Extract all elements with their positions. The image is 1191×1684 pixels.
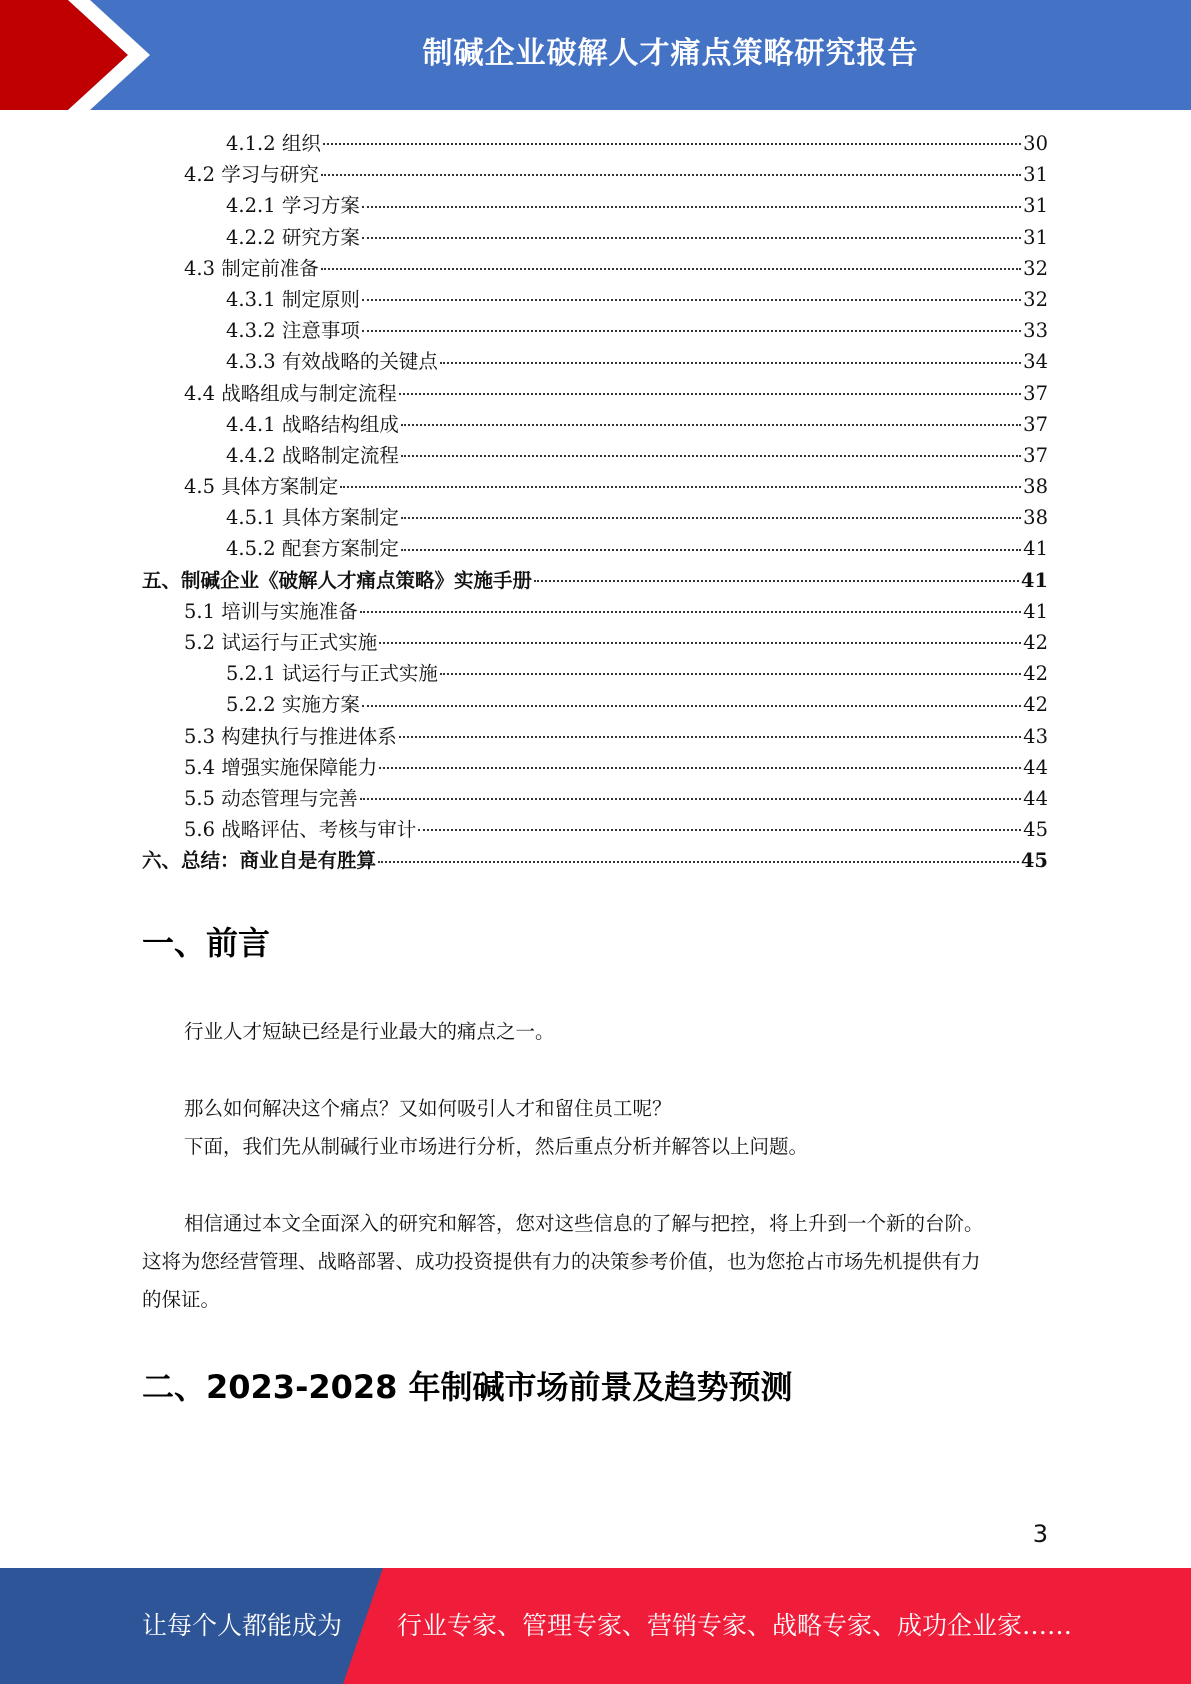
toc-entry[interactable] — [142, 814, 1048, 845]
toc-entry-label: 六、总结：商业自是有胜算 — [142, 849, 377, 873]
preface-paragraph-1 — [142, 1013, 1048, 1051]
toc-dot-leader — [360, 798, 1021, 800]
toc-entry-label: 4.2.2 研究方案 — [226, 225, 360, 249]
toc-entry-page: 41 — [1023, 537, 1048, 561]
footer-slogan-left: 让每个人都能成为 — [142, 1611, 343, 1640]
toc-entry-label: 五、制碱企业《破解人才痛点策略》实施手册 — [142, 568, 533, 592]
toc-entry-label: 4.4.1 战略结构组成 — [226, 412, 399, 436]
toc-entry[interactable] — [142, 378, 1048, 409]
toc-entry[interactable] — [142, 471, 1048, 502]
page-footer — [0, 1568, 1191, 1684]
toc-dot-leader — [360, 611, 1021, 613]
toc-entry-page: 37 — [1023, 412, 1048, 436]
market-heading: 二、2023-2028 年制碱市场前景及趋势预测 — [142, 1368, 793, 1406]
toc-entry-page: 30 — [1023, 132, 1048, 155]
toc-entry[interactable] — [142, 565, 1048, 596]
toc-entry-page: 43 — [1023, 724, 1048, 748]
toc-entry-page: 31 — [1023, 194, 1048, 218]
toc-entry-label: 5.2.2 实施方案 — [226, 693, 360, 717]
toc-entry[interactable] — [142, 284, 1048, 315]
preface-paragraph-1-text: 行业人才短缺已经是行业最大的痛点之一。 — [184, 1020, 555, 1043]
toc-entry-label: 5.1 培训与实施准备 — [184, 599, 358, 623]
toc-entry-label: 4.3.2 注意事项 — [226, 319, 360, 343]
toc-entry-page: 38 — [1023, 506, 1048, 530]
toc-entry[interactable] — [142, 315, 1048, 346]
preface-paragraph-3 — [142, 1205, 1048, 1319]
toc-entry-page: 42 — [1023, 631, 1048, 654]
toc-dot-leader — [440, 673, 1021, 675]
toc-entry-page: 45 — [1020, 849, 1048, 873]
toc-entry-label: 5.2.1 试运行与正式实施 — [226, 662, 438, 686]
toc-entry[interactable] — [142, 689, 1048, 720]
toc-dot-leader — [362, 206, 1021, 208]
toc-entry-page: 31 — [1023, 225, 1048, 249]
toc-dot-leader — [399, 393, 1021, 395]
toc-entry[interactable] — [142, 128, 1048, 159]
table-of-contents — [142, 128, 1048, 877]
toc-entry[interactable] — [142, 783, 1048, 814]
toc-dot-leader — [399, 736, 1021, 738]
toc-dot-leader — [379, 767, 1021, 769]
toc-entry[interactable] — [142, 409, 1048, 440]
toc-entry-page: 33 — [1023, 319, 1048, 343]
toc-entry-label: 4.2.1 学习方案 — [226, 194, 360, 218]
toc-dot-leader — [362, 330, 1021, 332]
toc-entry-label: 4.3.3 有效战略的关键点 — [226, 350, 438, 374]
footer-slogan-right: 行业专家、管理专家、营销专家、战略专家、成功企业家…… — [397, 1611, 1073, 1640]
toc-entry-page: 32 — [1023, 287, 1048, 311]
toc-dot-leader — [534, 580, 1019, 582]
toc-dot-leader — [323, 143, 1021, 145]
toc-entry[interactable] — [142, 845, 1048, 876]
toc-entry-label: 5.2 试运行与正式实施 — [184, 631, 378, 654]
toc-entry-label: 4.3 制定前准备 — [184, 256, 319, 280]
page-header — [0, 0, 1191, 110]
toc-dot-leader — [379, 642, 1021, 644]
toc-entry-page: 38 — [1023, 475, 1048, 499]
toc-dot-leader — [340, 486, 1021, 488]
toc-dot-leader — [321, 174, 1021, 176]
toc-entry-page: 37 — [1023, 381, 1048, 405]
toc-entry-page: 44 — [1023, 755, 1048, 779]
toc-entry-page: 42 — [1023, 662, 1048, 686]
toc-entry-label: 4.4 战略组成与制定流程 — [184, 381, 397, 405]
toc-entry-label: 4.5 具体方案制定 — [184, 475, 339, 499]
toc-dot-leader — [401, 455, 1021, 457]
toc-entry[interactable] — [142, 658, 1048, 689]
toc-entry-page: 45 — [1023, 818, 1048, 842]
toc-entry-label: 4.5.1 具体方案制定 — [226, 506, 399, 530]
preface-paragraph-3-line-3: 的保证。 — [142, 1288, 221, 1311]
toc-entry[interactable] — [142, 721, 1048, 752]
toc-entry[interactable] — [142, 253, 1048, 284]
toc-dot-leader — [362, 299, 1021, 301]
toc-dot-leader — [418, 829, 1021, 831]
toc-entry[interactable] — [142, 222, 1048, 253]
toc-entry[interactable] — [142, 752, 1048, 783]
toc-entry-page: 41 — [1020, 568, 1048, 592]
preface-paragraph-2 — [142, 1090, 1048, 1166]
toc-dot-leader — [321, 268, 1021, 270]
toc-entry-label: 5.5 动态管理与完善 — [184, 786, 358, 810]
toc-entry[interactable] — [142, 159, 1048, 190]
preface-paragraph-2-line-1: 那么如何解决这个痛点？又如何吸引人才和留住员工呢？ — [184, 1097, 672, 1120]
toc-dot-leader — [401, 424, 1021, 426]
toc-entry-page: 41 — [1023, 599, 1048, 623]
toc-entry-page: 42 — [1023, 693, 1048, 717]
preface-paragraph-3-line-2: 这将为您经营管理、战略部署、成功投资提供有力的决策参考价值，也为您抢占市场先机提供有力 — [142, 1250, 981, 1273]
toc-dot-leader — [401, 549, 1021, 551]
toc-entry[interactable] — [142, 440, 1048, 471]
toc-entry-page: 44 — [1023, 786, 1048, 810]
toc-entry-label: 4.2 学习与研究 — [184, 163, 319, 187]
toc-entry-label: 4.1.2 组织 — [226, 132, 321, 155]
preface-paragraph-3-line-1: 相信通过本文全面深入的研究和解答，您对这些信息的了解与把控，将上升到一个新的台阶。 — [184, 1212, 984, 1235]
toc-entry[interactable] — [142, 502, 1048, 533]
toc-entry-label: 5.4 增强实施保障能力 — [184, 755, 378, 779]
header-title: 制碱企业破解人才痛点策略研究报告 — [422, 36, 919, 71]
toc-entry-page: 34 — [1023, 350, 1048, 374]
toc-entry-page: 31 — [1023, 163, 1048, 187]
toc-entry[interactable] — [142, 533, 1048, 564]
toc-entry-label: 4.3.1 制定原则 — [226, 287, 360, 311]
toc-entry[interactable] — [142, 596, 1048, 627]
toc-entry-label: 4.4.2 战略制定流程 — [226, 443, 399, 467]
toc-dot-leader — [362, 237, 1021, 239]
toc-entry-label: 5.6 战略评估、考核与审计 — [184, 818, 417, 842]
toc-dot-leader — [440, 362, 1021, 364]
toc-entry-label: 5.3 构建执行与推进体系 — [184, 724, 397, 748]
page-number: 3 — [1032, 1520, 1048, 1548]
preface-paragraph-2-line-2: 下面，我们先从制碱行业市场进行分析，然后重点分析并解答以上问题。 — [184, 1135, 809, 1158]
toc-dot-leader — [401, 517, 1021, 519]
toc-entry-page: 32 — [1023, 256, 1048, 280]
preface-heading: 一、前言 — [142, 924, 271, 962]
toc-dot-leader — [378, 861, 1019, 863]
toc-dot-leader — [362, 705, 1021, 707]
toc-entry-page: 37 — [1023, 443, 1048, 467]
toc-entry[interactable] — [142, 346, 1048, 377]
toc-entry[interactable] — [142, 190, 1048, 221]
toc-entry[interactable] — [142, 627, 1048, 658]
toc-entry-label: 4.5.2 配套方案制定 — [226, 537, 399, 561]
